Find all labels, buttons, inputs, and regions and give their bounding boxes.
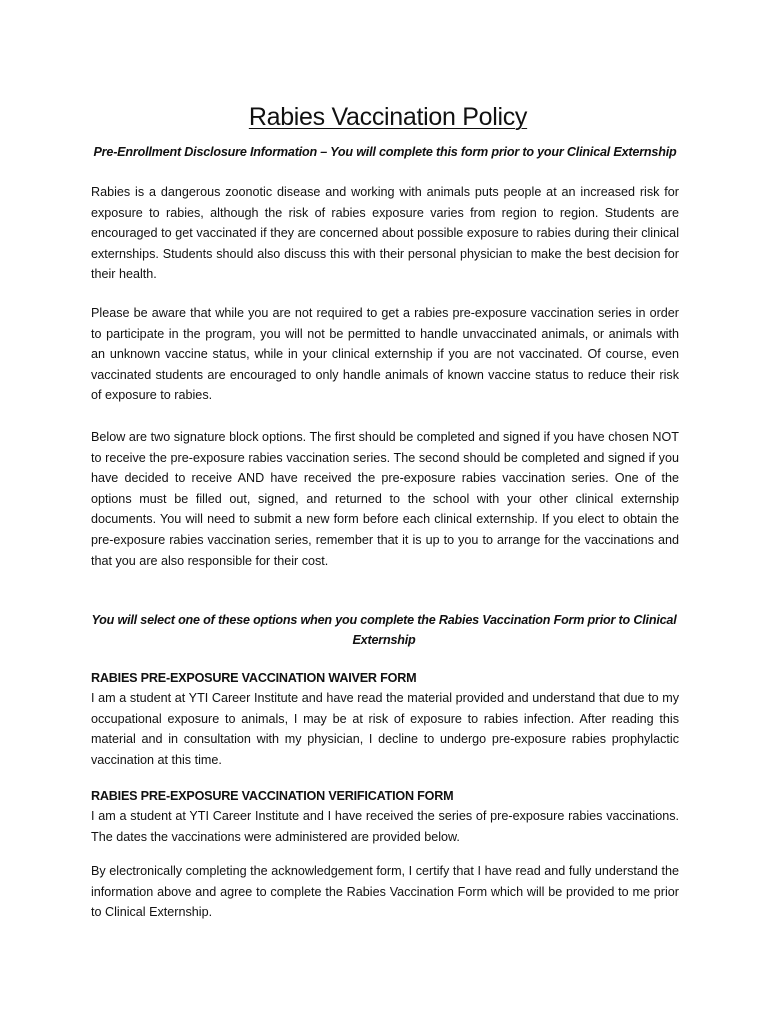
paragraph-signature-options: Below are two signature block options. The first should be completed and signed if you have chosen NOT to receive the pre-exposure rabies vaccination series. The second should be completed and signed if you have decided to receive AND have received the pre-exposure rabies vaccination series. One of the options must be filled out, signed, and returned to the school with your other clinical externship documents. You will need to submit a new form before each clinical externship. If you elect to obtain the pre-exposure rabies vaccination series, remember that it is up to you to arrange for the vaccinations and that you are also responsible for their cost. (91, 430, 679, 568)
paragraph-vaccination-requirement: Please be aware that while you are not required to get a rabies pre-exposure vaccination series in order to participate in the program, you will not be permitted to handle unvaccinated animals, or animals with an unknown vaccine status, while in your clinical externship if you are not vaccinated. Of course, even vaccinated students are encouraged to only handle animals of known vaccine status to reduce their risk of exposure to rabies. (91, 306, 679, 403)
select-option-note: You will select one of these options when you complete the Rabies Vaccination Form prior to Clinical Externship (91, 613, 677, 647)
verification-section (91, 786, 679, 847)
verification-heading: RABIES PRE-EXPOSURE VACCINATION VERIFICATION FORM (91, 789, 454, 803)
waiver-text: I am a student at YTI Career Institute and have read the material provided and understand that due to my occupational exposure to animals, I may be at risk of exposure to rabies infection. After reading this material and in consultation with my physician, I decline to undergo pre-exposure rabies prophylactic vaccination at this time. (91, 691, 679, 767)
paragraph-rabies-risk: Rabies is a dangerous zoonotic disease and working with animals puts people at an increased risk for exposure to rabies, although the risk of rabies exposure varies from region to region. Students are encouraged to get vaccinated if they are concerned about possible exposure to rabies during their clinical externships. Students should also discuss this with their personal physician to make the best decision for their health. (91, 185, 679, 282)
page-title: Rabies Vaccination Policy (248, 103, 528, 131)
waiver-section (91, 668, 679, 770)
disclosure-subtitle: Pre-Enrollment Disclosure Information – You will complete this form prior to your Clinical Externship (93, 145, 677, 159)
verification-text: I am a student at YTI Career Institute and I have received the series of pre-exposure rabies vaccinations. The dates the vaccinations were administered are provided below. (91, 809, 679, 844)
acknowledgement-text: By electronically completing the acknowledgement form, I certify that I have read and fully understand the information above and agree to complete the Rabies Vaccination Form which will be provided to me prior to Clinical Externship. (91, 864, 679, 920)
waiver-heading: RABIES PRE-EXPOSURE VACCINATION WAIVER FORM (91, 671, 417, 685)
